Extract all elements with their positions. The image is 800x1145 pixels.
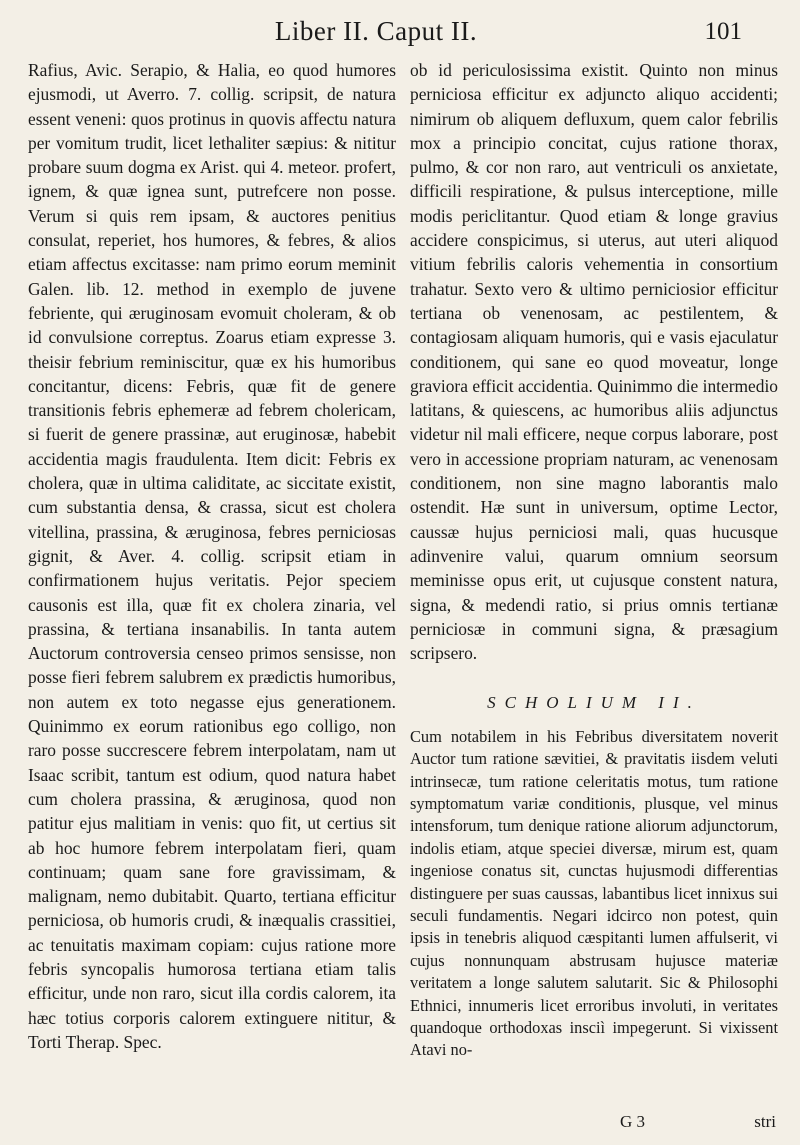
left-column xyxy=(28,58,396,1054)
scholium-heading: SCHOLIUM II. xyxy=(487,693,701,713)
right-column xyxy=(410,58,778,1062)
page-number: 101 xyxy=(704,18,742,45)
catchword: stri xyxy=(754,1112,776,1131)
right-column-text: ob id periculosissima existit. Quinto non minus perniciosa efficitur ex adjuncto aliquo accidenti; nimirum ob aliquem defluxum, quem calor febrilis mox a principio concitat, cujus ratione thorax, pulmo, & cor non raro, aut ventriculi os anxietate, difficili respiratione, & pulsus interceptione, mille modis periclitantur. Quod etiam & longe gravius accidere conspicimus, si uterus, aut uteri aliquod vitium febrilis caloris vehementia in consortium trahatur. Sexto vero & ultimo perniciosior efficitur tertiana ob venenosam, ac pestilentem, & contagiosam aliquam humoris, qui e vasis ejaculatur conditionem, qui sane eo quod moveatur, longe graviora efficit accidentia. Quinimmo die intermedio latitans, & quiescens, ac humoribus aliis adjunctus videtur nil mali efficere, neque corpus laborare, post vero in accessione propriam naturam, ac venenosam conditionem, non sine magno laborantis malo ostendit. Hæ sunt in universum, optime Lector, caussæ hujus perniciosi mali, quas hucusque adinvenire valui, quarum omnium seorsum meminisse opus erit, ut cujusque constent natura, signa, & medendi ratio, si prius omnis tertianæ perniciosæ in communi signa, & præsagium scripsero. xyxy=(410,60,778,664)
signature-mark: G 3 xyxy=(620,1112,646,1131)
running-head: Liber II. Caput II. xyxy=(274,16,478,46)
page-footer xyxy=(410,1112,778,1136)
page-header xyxy=(0,16,800,50)
left-column-text: Rafius, Avic. Serapio, & Halia, eo quod humores ejusmodi, ut Averro. 7. collig. scripsit, de natura essent veneni: quos protinus in quovis affectu natura per vomitum trudit, licet lethaliter sæpius: & nititur probare suum dogma ex Arist. qui 4. meteor. profert, ignem, & quæ ignea sunt, putrefcere non posse. Verum si quis rem ipsam, & auctores penitius consulat, reperiet, hos humores, & febres, & alios etiam affectus excitasse: nam primo eorum meminit Galen. lib. 12. method in exemplo de juvene febriente, qui æruginosam evomuit choleram, & ob id convulsione correptus. Zoarus etiam expresse 3. theisir febrium reminiscitur, quæ ex his humoribus concitantur, dicens: Febris, quæ fit de genere transitionis febris ephemeræ ad febrem cholericam, si fuerit de genere prassinæ, aut eruginosæ, habebit accidentia magis fraudulenta. Item dicit: Febris ex cholera, quæ in ultima caliditate, ac siccitate existit, cum substantia densa, & crassa, sicut est cholera vitellina, prassina, & æruginosa, febres perniciosas gignit, & Aver. 4. collig. scripsit etiam in confirmationem hujus veritatis. Pejor speciem causonis est illa, quæ fit ex cholera zinaria, vel prassina, & tertiana insanabilis. In tanta autem Auctorum controversia censeo primos sensisse, non posse fieri febrem salubrem ex prædictis humoribus, non autem ex toto negasse ejus generationem. Quinimmo ex eorum rationibus ego colligo, non raro posse succrescere febrem interpolatam, nam ut Isaac scribit, tantum est odium, quod natura habet cum cholera prassina, & æruginosa, quod non patitur ejus malitiam in venis: quo fit, ut certius sit ab hoc humore febrem interpolatam fieri, quam continuam; quam sane fore gravissimam, & malignam, nemo dubitabit. Quarto, tertiana efficitur perniciosa, ob humoris crudi, & inæqualis crassitiei, ac tenuitatis maximam copiam: cujus ratione more febris syncopalis humorosa tertiana etiam talis efficitur, unde non raro, sicut illa cordis calorem, ita hæc totius corporis calorem extinguere nititur, & Torti Therap. Spec. xyxy=(28,60,396,1052)
scholium-text: Cum notabilem in his Febribus diversitatem noverit Auctor tum ratione sævitiei, & pravitatis iisdem veluti intrinsecæ, tum ratione celeritatis motus, tum ratione symptomatum variæ conditionis, plusque, vel minus intensforum, tum denique ratione aliorum adjunctorum, indolis etiam, atque speciei diversæ, mirum est, quam ingeniose conatus sit, cunctas hujusmodi differentias distinguere per suas caussas, labantibus licet innixus sui seculi fundamentis. Negari idcirco non potest, quin ipsis in tenebris aliquod cæspitanti lumen affulserit, vi cujus nonnunquam abstrusam hujusce materiæ veritatem a longe salutem salutarit. Sic & Philosophi Ethnici, innumeris licet erroribus involuti, in veritates quandoque orthodoxas insciì impegerunt. Si vixissent Atavi no- xyxy=(410,726,778,1060)
